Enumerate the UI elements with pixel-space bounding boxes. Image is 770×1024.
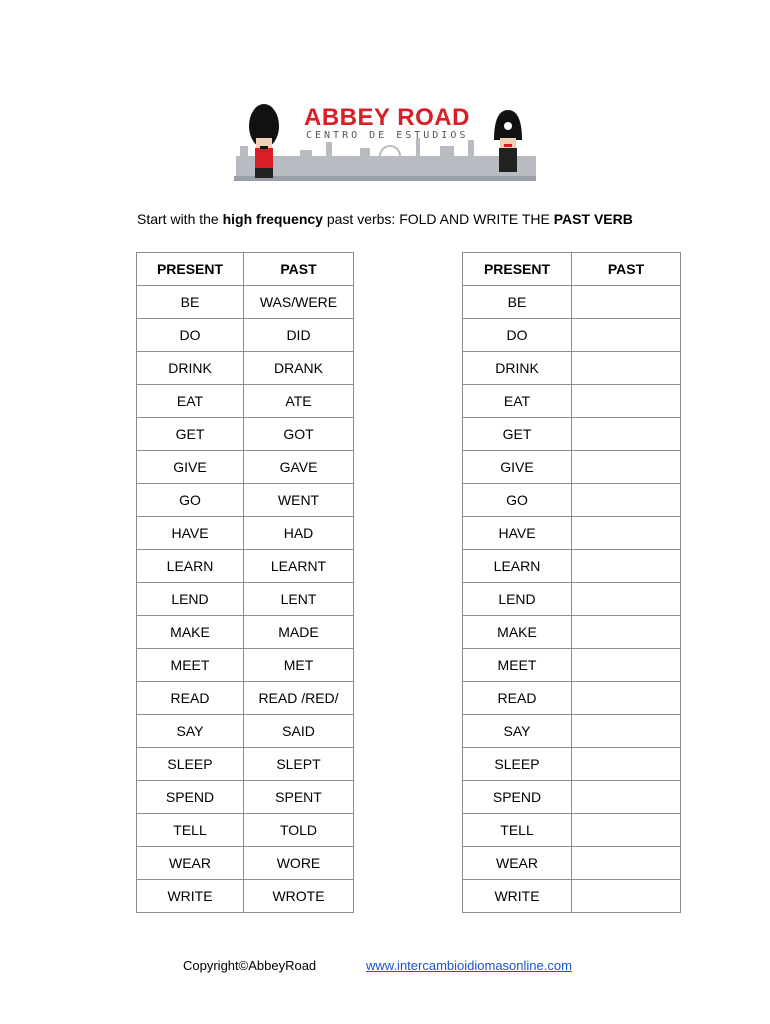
table-row bbox=[137, 715, 681, 748]
table-row bbox=[137, 616, 681, 649]
present-cell: MEET bbox=[463, 649, 572, 682]
table-row bbox=[137, 814, 681, 847]
present-cell: READ bbox=[463, 682, 572, 715]
present-cell: GO bbox=[137, 484, 244, 517]
fold-gap bbox=[354, 418, 463, 451]
past-answer-cell[interactable] bbox=[572, 814, 681, 847]
fold-gap bbox=[354, 253, 463, 286]
present-cell: GIVE bbox=[463, 451, 572, 484]
present-cell: SAY bbox=[137, 715, 244, 748]
fold-gap bbox=[354, 616, 463, 649]
present-cell: SPEND bbox=[137, 781, 244, 814]
past-answer-cell[interactable] bbox=[572, 649, 681, 682]
past-cell: WAS/WERE bbox=[244, 286, 354, 319]
past-answer-cell[interactable] bbox=[572, 880, 681, 913]
past-cell: WROTE bbox=[244, 880, 354, 913]
present-cell: SLEEP bbox=[137, 748, 244, 781]
past-answer-cell[interactable] bbox=[572, 715, 681, 748]
table-row bbox=[137, 451, 681, 484]
past-answer-cell[interactable] bbox=[572, 418, 681, 451]
present-cell: GET bbox=[137, 418, 244, 451]
past-cell: WENT bbox=[244, 484, 354, 517]
past-cell: LENT bbox=[244, 583, 354, 616]
past-cell: TOLD bbox=[244, 814, 354, 847]
instruction-part: Start with the bbox=[137, 211, 223, 227]
past-cell: SLEPT bbox=[244, 748, 354, 781]
present-cell: DRINK bbox=[137, 352, 244, 385]
present-cell: LEARN bbox=[463, 550, 572, 583]
past-cell: MADE bbox=[244, 616, 354, 649]
fold-gap bbox=[354, 748, 463, 781]
fold-gap bbox=[354, 517, 463, 550]
past-cell: WORE bbox=[244, 847, 354, 880]
past-answer-cell[interactable] bbox=[572, 286, 681, 319]
past-answer-cell[interactable] bbox=[572, 847, 681, 880]
instruction-emphasis: PAST VERB bbox=[553, 211, 633, 227]
past-cell: LEARNT bbox=[244, 550, 354, 583]
table-row bbox=[137, 352, 681, 385]
present-cell: EAT bbox=[137, 385, 244, 418]
present-cell: WEAR bbox=[463, 847, 572, 880]
past-cell: ATE bbox=[244, 385, 354, 418]
header-present: PRESENT bbox=[463, 253, 572, 286]
present-cell: READ bbox=[137, 682, 244, 715]
present-cell: DRINK bbox=[463, 352, 572, 385]
present-cell: MAKE bbox=[137, 616, 244, 649]
present-cell: HAVE bbox=[463, 517, 572, 550]
present-cell: GIVE bbox=[137, 451, 244, 484]
present-cell: SPEND bbox=[463, 781, 572, 814]
present-cell: LEND bbox=[463, 583, 572, 616]
fold-gap bbox=[354, 715, 463, 748]
present-cell: LEARN bbox=[137, 550, 244, 583]
table-row bbox=[137, 385, 681, 418]
copyright-text: Copyright©AbbeyRoad bbox=[183, 958, 317, 973]
past-cell: GAVE bbox=[244, 451, 354, 484]
past-answer-cell[interactable] bbox=[572, 748, 681, 781]
past-cell: SAID bbox=[244, 715, 354, 748]
past-cell: DID bbox=[244, 319, 354, 352]
past-cell: SPENT bbox=[244, 781, 354, 814]
table-row bbox=[137, 418, 681, 451]
present-cell: DO bbox=[137, 319, 244, 352]
past-answer-cell[interactable] bbox=[572, 352, 681, 385]
table-row bbox=[137, 583, 681, 616]
present-cell: BE bbox=[137, 286, 244, 319]
past-cell: HAD bbox=[244, 517, 354, 550]
table-row bbox=[137, 517, 681, 550]
fold-gap bbox=[354, 550, 463, 583]
table-row bbox=[137, 880, 681, 913]
table-row bbox=[137, 781, 681, 814]
past-answer-cell[interactable] bbox=[572, 682, 681, 715]
past-cell: MET bbox=[244, 649, 354, 682]
header-present: PRESENT bbox=[137, 253, 244, 286]
fold-gap bbox=[354, 781, 463, 814]
verb-table-body bbox=[137, 253, 681, 913]
verb-table bbox=[136, 252, 681, 913]
present-cell: WRITE bbox=[463, 880, 572, 913]
logo-title: ABBEY ROAD bbox=[304, 104, 470, 131]
header-past: PAST bbox=[572, 253, 681, 286]
past-answer-cell[interactable] bbox=[572, 451, 681, 484]
fold-gap bbox=[354, 847, 463, 880]
fold-gap bbox=[354, 319, 463, 352]
fold-gap bbox=[354, 484, 463, 517]
present-cell: MAKE bbox=[463, 616, 572, 649]
present-cell: SAY bbox=[463, 715, 572, 748]
past-answer-cell[interactable] bbox=[572, 550, 681, 583]
instruction-emphasis: high frequency bbox=[222, 211, 323, 227]
present-cell: DO bbox=[463, 319, 572, 352]
fold-gap bbox=[354, 286, 463, 319]
table-row bbox=[137, 682, 681, 715]
past-answer-cell[interactable] bbox=[572, 484, 681, 517]
abbey-road-logo bbox=[230, 96, 540, 188]
table-header-row bbox=[137, 253, 681, 286]
logo-subtitle: CENTRO DE ESTUDIOS bbox=[306, 130, 469, 141]
present-cell: HAVE bbox=[137, 517, 244, 550]
present-cell: WEAR bbox=[137, 847, 244, 880]
fold-gap bbox=[354, 451, 463, 484]
present-cell: SLEEP bbox=[463, 748, 572, 781]
past-cell: DRANK bbox=[244, 352, 354, 385]
table-row bbox=[137, 847, 681, 880]
present-cell: TELL bbox=[137, 814, 244, 847]
table-row bbox=[137, 484, 681, 517]
fold-gap bbox=[354, 583, 463, 616]
past-answer-cell[interactable] bbox=[572, 385, 681, 418]
past-answer-cell[interactable] bbox=[572, 319, 681, 352]
table-row bbox=[137, 748, 681, 781]
table-row bbox=[137, 649, 681, 682]
present-cell: WRITE bbox=[137, 880, 244, 913]
website-link[interactable]: www.intercambioidiomasonline.com bbox=[366, 958, 572, 973]
present-cell: GET bbox=[463, 418, 572, 451]
fold-gap bbox=[354, 880, 463, 913]
fold-gap bbox=[354, 352, 463, 385]
present-cell: TELL bbox=[463, 814, 572, 847]
past-cell: READ /RED/ bbox=[244, 682, 354, 715]
present-cell: BE bbox=[463, 286, 572, 319]
fold-gap bbox=[354, 385, 463, 418]
present-cell: EAT bbox=[463, 385, 572, 418]
present-cell: LEND bbox=[137, 583, 244, 616]
present-cell: MEET bbox=[137, 649, 244, 682]
past-answer-cell[interactable] bbox=[572, 781, 681, 814]
table-row bbox=[137, 550, 681, 583]
fold-gap bbox=[354, 814, 463, 847]
table-row bbox=[137, 286, 681, 319]
instruction-part: past verbs: FOLD AND WRITE THE bbox=[322, 211, 554, 227]
past-answer-cell[interactable] bbox=[572, 583, 681, 616]
present-cell: GO bbox=[463, 484, 572, 517]
past-answer-cell[interactable] bbox=[572, 616, 681, 649]
fold-gap bbox=[354, 682, 463, 715]
header-past: PAST bbox=[244, 253, 354, 286]
past-cell: GOT bbox=[244, 418, 354, 451]
table-row bbox=[137, 319, 681, 352]
fold-gap bbox=[354, 649, 463, 682]
instruction-text bbox=[137, 211, 633, 227]
past-answer-cell[interactable] bbox=[572, 517, 681, 550]
